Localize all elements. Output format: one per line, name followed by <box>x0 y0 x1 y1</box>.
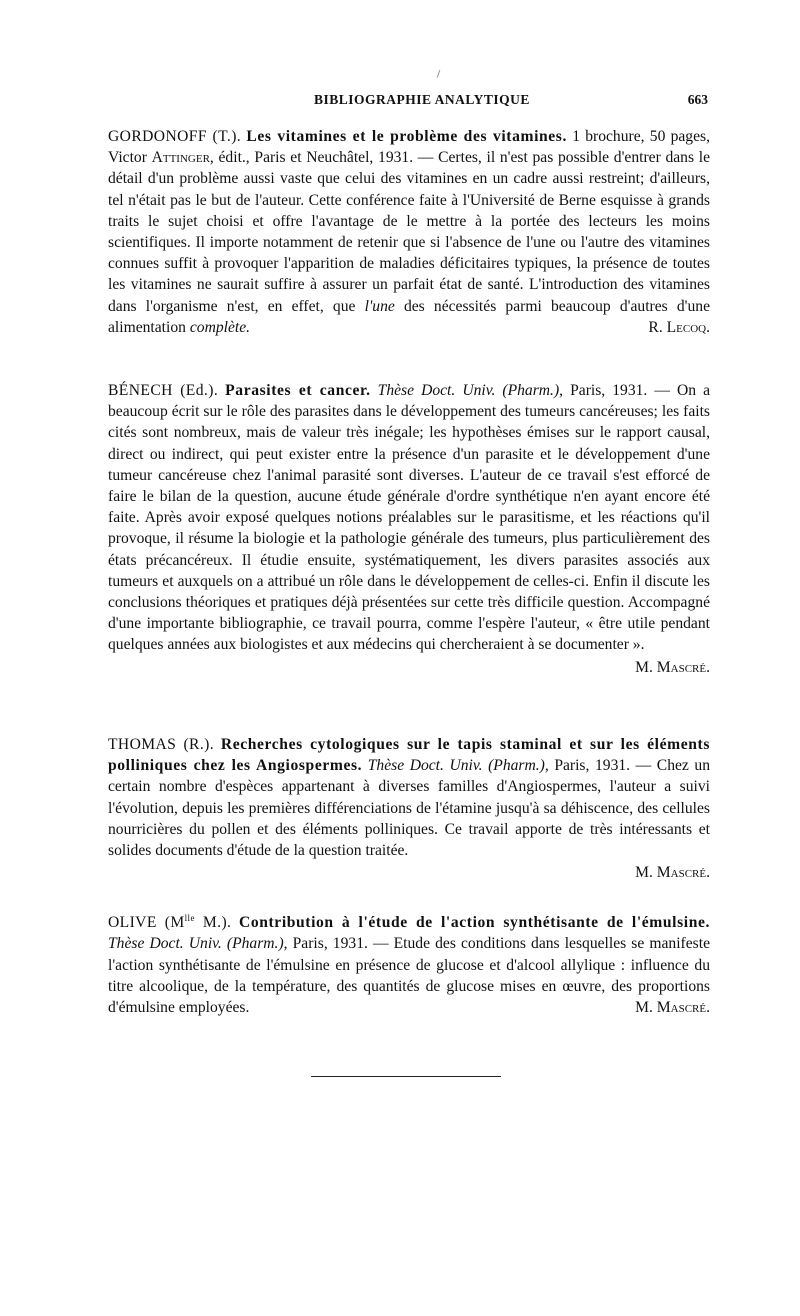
print-mark <box>437 70 442 78</box>
entry-italic: Thèse Doct. Univ. (Pharm.) <box>367 757 545 775</box>
entry-signature: M. Mascré. <box>635 999 710 1017</box>
closing-rule <box>311 1076 501 1077</box>
entry-title: Les vitamines et le problème des vitamines. <box>246 128 567 145</box>
bibliography-entry-olive <box>108 908 710 1018</box>
entry-author <box>108 914 231 931</box>
entry-author-name: OLIVE (M <box>108 914 185 932</box>
page-number: 663 <box>687 92 708 107</box>
entry-italic: complète. <box>189 318 251 336</box>
entry-text: des nécessités parmi beaucoup d'autres d'une alimentation <box>108 297 710 336</box>
entry-signature: M. Mascré. <box>635 864 710 882</box>
entry-signature: R. Lecoq. <box>648 319 710 337</box>
bibliography-entry-thomas <box>108 734 710 883</box>
entry-title: Recherches cytologiques sur le tapis staminal et sur les éléments polliniques chez les Angiospermes. <box>108 736 710 775</box>
entry-text: , Paris, 1931. — Chez un certain nombre d'espèces appartenant à diverses familles d'Angiospermes, l'auteur a suivi l'évolution, depuis les premières différenciations de l'étamine jusqu'à sa déhiscence, des cellules nourricières du pollen et des éléments polliniques. Ce travail apporte de très intéressants et solides documents d'étude de la question traitée. <box>108 757 711 860</box>
entry-italic: l'une <box>364 297 395 315</box>
entry-title: Contribution à l'étude de l'action synthétisante de l'émulsine. <box>238 914 710 932</box>
entry-italic: Thèse Doct. Univ. (Pharm.) <box>108 935 284 953</box>
entry-author-title-suffix: lle <box>184 913 195 923</box>
entry-italic: Thèse Doct. Univ. (Pharm.) <box>377 382 560 399</box>
page-header <box>108 92 708 114</box>
entry-author-initial: M.). <box>194 914 232 932</box>
entry-author: THOMAS (R.). <box>108 736 215 753</box>
running-title: BIBLIOGRAPHIE ANALYTIQUE <box>314 92 530 107</box>
entry-signature: M. Mascré. <box>635 658 710 676</box>
entry-title: Parasites et cancer. <box>225 382 371 399</box>
bibliography-entry-gordonoff <box>108 126 710 338</box>
entry-text: , Paris, 1931. — Etude des conditions dans lesquelles se manifeste l'action synthétisante de l'émulsine en présence de glucose et d'alcool allylique : influence du titre alcoolique, de la température, des quantités de glucose mises en œuvre, des proportions d'émulsine employées. <box>108 935 710 1016</box>
entry-author: GORDONOFF (T.). <box>108 128 242 145</box>
bibliography-entry-benech <box>108 380 710 678</box>
entry-text: , Paris, 1931. — On a beaucoup écrit sur le rôle des parasites dans le développement des tumeurs cancéreuses; les faits cités sont nombreux, mais de valeur très inégale; les hypothèses émises sur le rapport causal, direct ou indirect, qui peut exister entre la présence d'un parasite et le développement d'une tumeur cancéreuse chez l'animal parasité sont diverses. L'auteur de ce travail s'est efforcé de faire le bilan de la question, aucune étude générale d'ordre synthétique n'en ayant encore été faite. Après avoir exposé quelques notions préalables sur le parasitisme, et les réactions qu'il provoque, il résume la biologie et la pathologie générale des tumeurs, plus particulièrement des états précancéreux. Il étudie ensuite, systématiquement, les divers parasites associés aux tumeurs et auxquels on a attribué un rôle dans le développement de celles-ci. Enfin il discute les conclusions théoriques et pratiques déjà présentées sur cette très difficile question. Accompagné d'une importante bibliographie, ce travail pourra, comme l'espère l'auteur, « être utile pendant quelques années aux biologistes et aux médecins qui chercheraient à se documenter ». <box>108 382 710 654</box>
entry-publisher: Attinger <box>151 149 210 167</box>
entry-text: , édit., Paris et Neuchâtel, 1931. — Certes, il n'est pas possible d'entrer dans le détail d'un problème aussi vaste que celui des vitamines en un cadre aussi restreint; d'ailleurs, tel n'était pas le but de l'auteur. Cette conférence faite à l'Université de Berne esquisse à grands traits le sujet choisi et offre l'avantage de le mettre à la portée des lecteurs les moins scientifiques. Il importe notamment de retenir que si l'absence de l'une ou l'autre des vitamines connues suffit à provoquer l'apparition de maladies déficitaires typiques, la présence de toutes les vitamines ne saurait suffire à assurer un parfait état de santé. L'introduction des vitamines dans l'organisme n'est, en effet, que <box>108 149 710 315</box>
entry-text: 1 brochure, 50 pages, Victor <box>108 128 710 167</box>
entry-author: BÉNECH (Ed.). <box>108 382 219 399</box>
